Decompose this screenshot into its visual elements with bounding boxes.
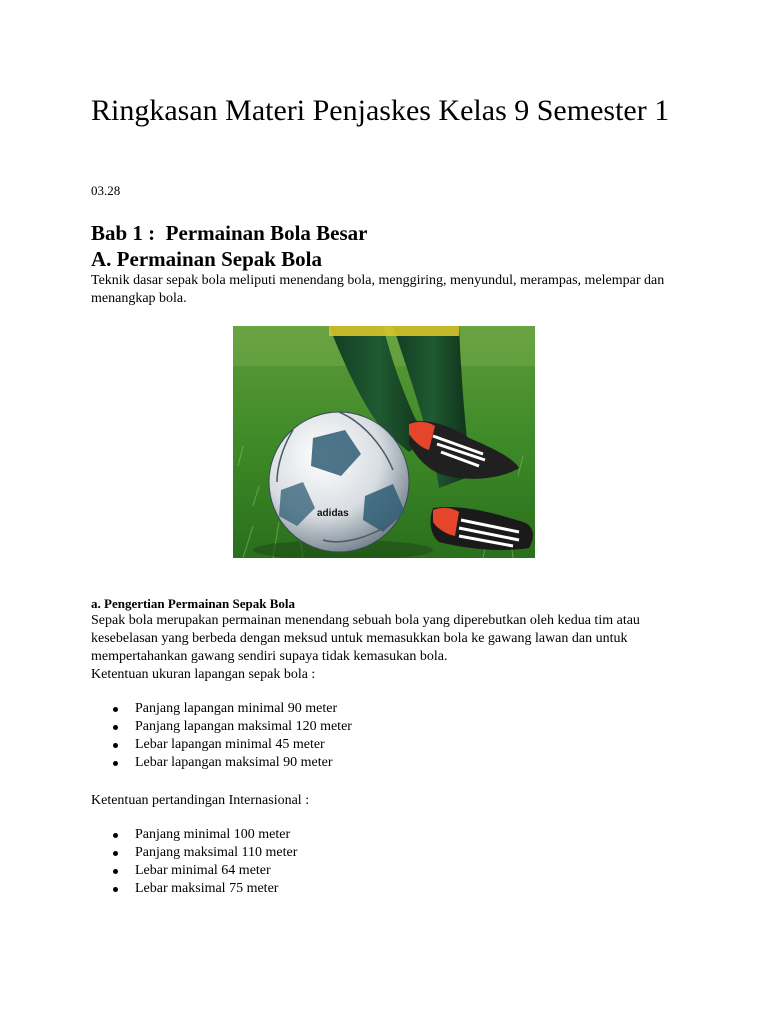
post-time: 03.28: [91, 183, 121, 198]
list-item: Panjang maksimal 110 meter: [91, 844, 297, 862]
intro-paragraph: Teknik dasar sepak bola meliputi menendang bola, menggiring, menyundul, merampas, melempar dan menangkap bola.: [91, 273, 665, 306]
list-item: Panjang lapangan minimal 90 meter: [91, 700, 352, 718]
intl-rules-label: Ketentuan pertandingan Internasional :: [91, 793, 310, 808]
field-rules-list: [91, 700, 352, 772]
list-item: Lebar lapangan maksimal 90 meter: [91, 754, 352, 772]
soccer-ball: [269, 412, 409, 552]
list-item: Lebar maksimal 75 meter: [91, 880, 297, 898]
section-heading: A. Permainan Sepak Bola: [91, 247, 323, 271]
intl-rules-list: [91, 826, 297, 898]
list-item: Panjang minimal 100 meter: [91, 826, 297, 844]
list-item: Panjang lapangan maksimal 120 meter: [91, 718, 352, 736]
list-item: Lebar minimal 64 meter: [91, 862, 297, 880]
svg-text:adidas: adidas: [317, 508, 349, 519]
page-title: Ringkasan Materi Penjaskes Kelas 9 Semester 1: [91, 94, 670, 127]
soccer-photo: [233, 326, 535, 558]
field-rules-label: Ketentuan ukuran lapangan sepak bola :: [91, 667, 316, 682]
list-item: Lebar lapangan minimal 45 meter: [91, 736, 352, 754]
chapter-heading: Bab 1 : Permainan Bola Besar: [91, 221, 368, 245]
subsection-heading: a. Pengertian Permainan Sepak Bola: [91, 596, 296, 611]
definition-paragraph: Sepak bola merupakan permainan menendang sebuah bola yang diperebutkan oleh kedua tim atau kesebelasan yang berbeda dengan meksud untuk memasukkan bola ke gawang lawan dan untuk mempertahankan gawang sendiri supaya tidak kemasukan bola.: [91, 613, 640, 664]
